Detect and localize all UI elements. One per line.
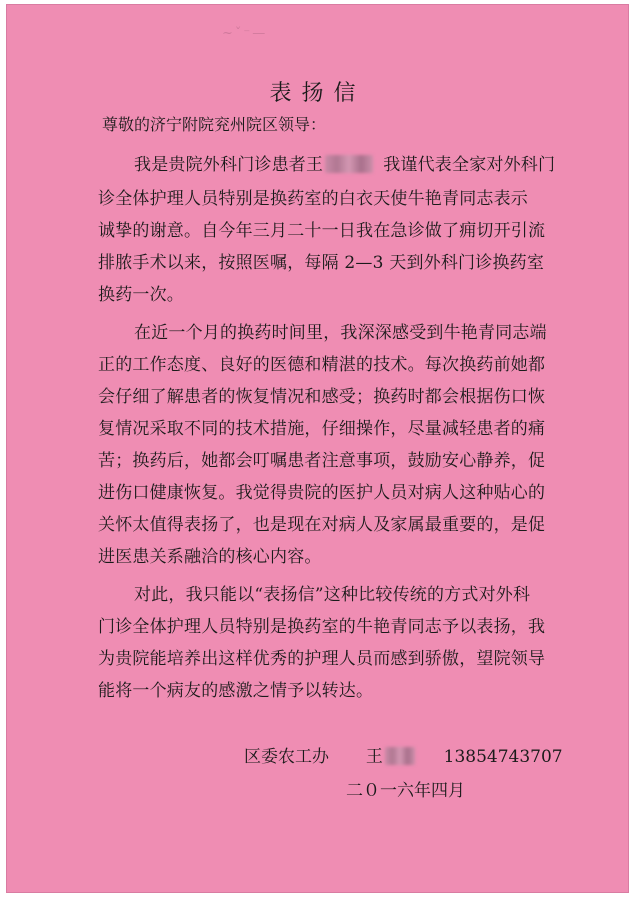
signature-name: 王: [365, 747, 383, 767]
signature-date: 二０一六年四月: [346, 781, 465, 801]
paragraph-line: 进伤口健康恢复。我觉得贵院的医护人员对病人这种贴心的: [98, 483, 546, 503]
paragraph-line: 在近一个月的换药时间里，我深深感受到牛艳青同志端: [134, 323, 547, 343]
thanks-start: 我谨代表全家对外科门: [383, 155, 556, 175]
letter-greeting: 尊敬的济宁附院兖州院区领导：: [102, 115, 327, 134]
signature-org: 区委农工办: [244, 747, 329, 767]
signature-phone: 13854743707: [443, 747, 563, 767]
paragraph-line: 对此，我只能以“表扬信”这种比较传统的方式对外科: [134, 585, 531, 605]
paragraph-line: [134, 150, 555, 175]
signature-line: [244, 742, 563, 767]
paragraph-line: 诚挚的谢意。自今年三月二十一日我在急诊做了痈切开引流: [98, 221, 546, 241]
paragraph-line: 诊全体护理人员特别是换药室的白衣天使牛艳青同志表示: [98, 189, 528, 209]
pencil-mark: ~ˇ⁻—: [222, 26, 268, 41]
paragraph-line: 关怀太值得表扬了，也是现在对病人及家属最重要的，是促: [98, 515, 546, 535]
letter-sheet: [6, 4, 629, 893]
letter-title: 表扬信: [269, 81, 366, 106]
paragraph-line: 能将一个病友的感激之情予以转达。: [98, 681, 374, 701]
paragraph-line: 换药一次。: [98, 285, 184, 305]
redacted-name: [325, 155, 373, 173]
patient-intro: 我是贵院外科门诊患者王: [134, 155, 324, 175]
paragraph-line: 苦；换药后，她都会叮嘱患者注意事项，鼓励安心静养，促: [98, 451, 546, 471]
paragraph-line: 正的工作态度、良好的医德和精湛的技术。每次换药前她都: [98, 355, 546, 375]
redacted-name: [385, 747, 415, 765]
paragraph-line: 排脓手术以来，按照医嘱，每隔 2—3 天到外科门诊换药室: [98, 253, 545, 273]
paragraph-line: 会仔细了解患者的恢复情况和感受；换药时都会根据伤口恢: [98, 387, 546, 407]
paragraph-line: 复情况采取不同的技术措施，仔细操作，尽量减轻患者的痛: [98, 419, 546, 439]
paragraph-line: 门诊全体护理人员特别是换药室的牛艳青同志予以表扬，我: [98, 617, 546, 637]
paragraph-line: 为贵院能培养出这样优秀的护理人员而感到骄傲，望院领导: [98, 649, 546, 669]
paragraph-line: 进医患关系融洽的核心内容。: [98, 547, 322, 567]
